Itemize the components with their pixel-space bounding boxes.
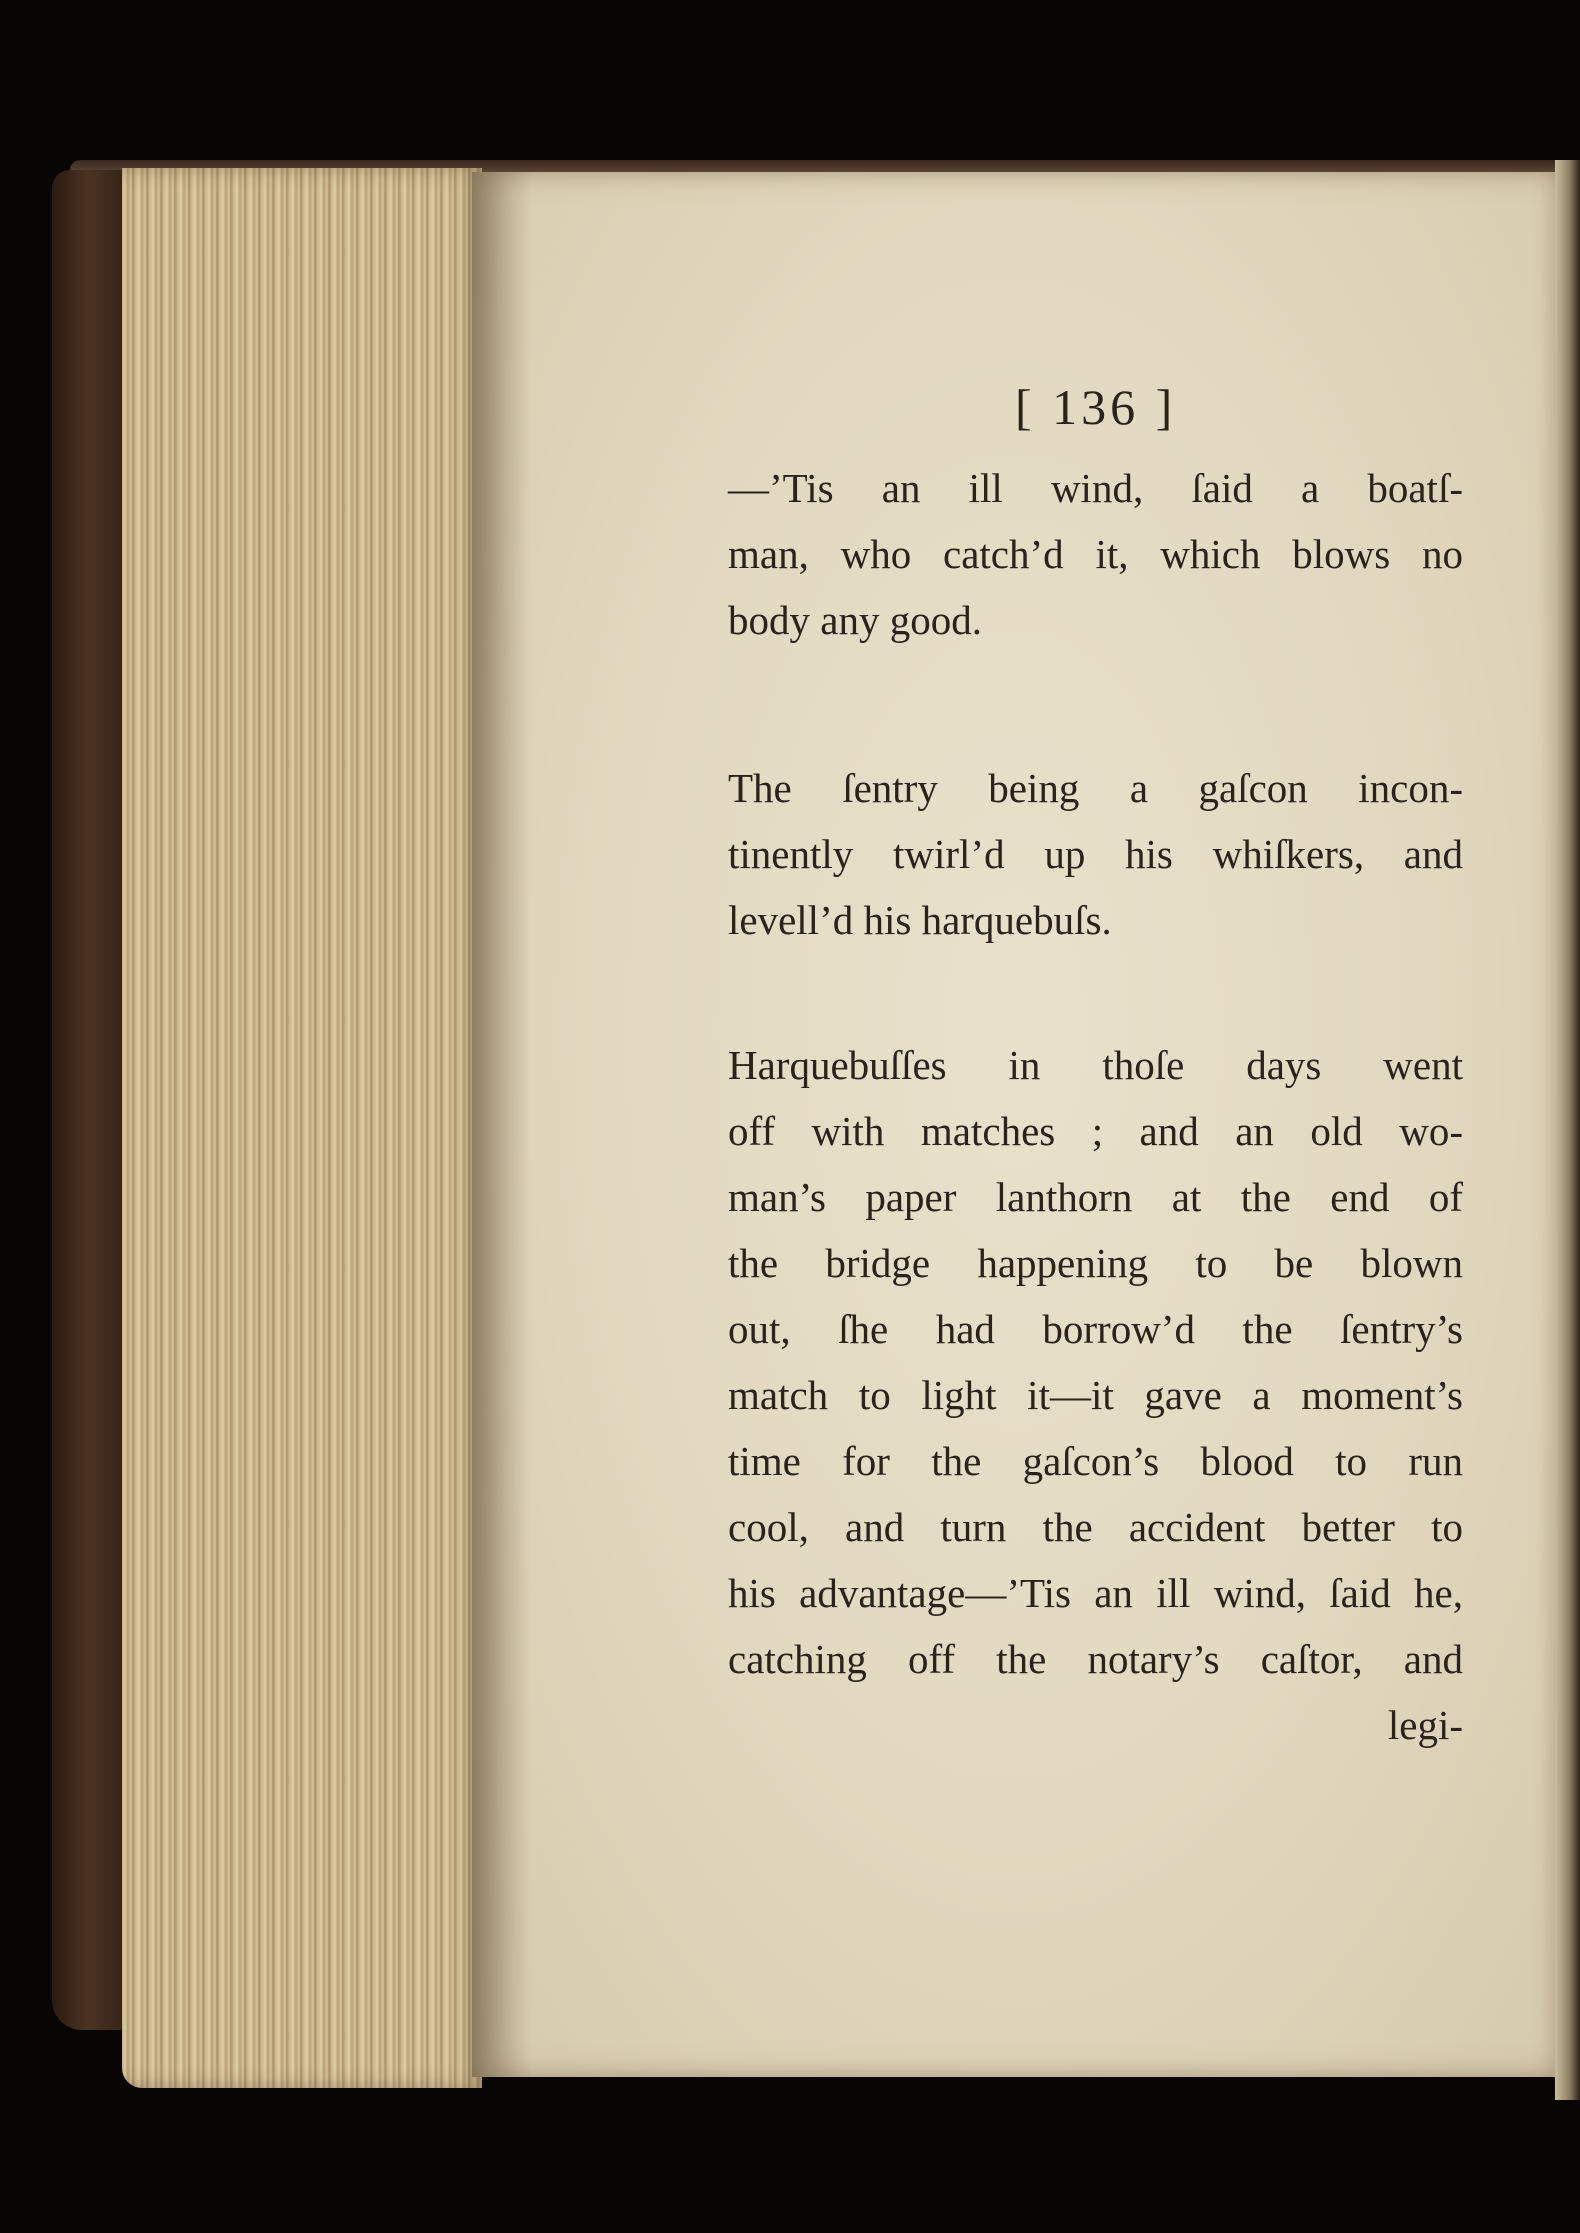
page-edges — [122, 168, 482, 2088]
text-line: cool, and turn the accident better to — [728, 1504, 1463, 1550]
text-line: —’Tis an ill wind, ſaid a boatſ- — [728, 465, 1463, 511]
text-line: his advantage—’Tis an ill wind, ſaid he, — [728, 1570, 1463, 1616]
book-cover-right — [1555, 160, 1580, 2100]
text-line: the bridge happening to be blown — [728, 1240, 1463, 1286]
text-line: off with matches ; and an old wo- — [728, 1108, 1463, 1154]
text-line: body any good. — [728, 597, 982, 643]
catchword: legi- — [1387, 1702, 1463, 1748]
text-line: out, ſhe had borrow’d the ſentry’s — [728, 1306, 1463, 1352]
page-number: [ 136 ] — [1015, 379, 1177, 435]
text-line: man, who catch’d it, which blows no — [728, 531, 1463, 577]
text-line: man’s paper lanthorn at the end of — [728, 1174, 1463, 1220]
text-line: match to light it—it gave a moment’s — [728, 1372, 1463, 1418]
text-line: catching off the notary’s caſtor, and — [728, 1636, 1463, 1682]
text-line: The ſentry being a gaſcon incon- — [728, 765, 1463, 811]
paragraph-3 — [728, 1032, 1463, 1758]
paragraph-2 — [728, 755, 1463, 953]
text-line: time for the gaſcon’s blood to run — [728, 1438, 1463, 1484]
text-line: tinently twirl’d up his whiſkers, and — [728, 831, 1463, 877]
paragraph-1 — [728, 455, 1463, 653]
text-line: levell’d his harquebuſs. — [728, 897, 1112, 943]
text-line: Harquebuſſes in thoſe days went — [728, 1042, 1463, 1088]
gutter-shadow — [472, 172, 532, 2077]
